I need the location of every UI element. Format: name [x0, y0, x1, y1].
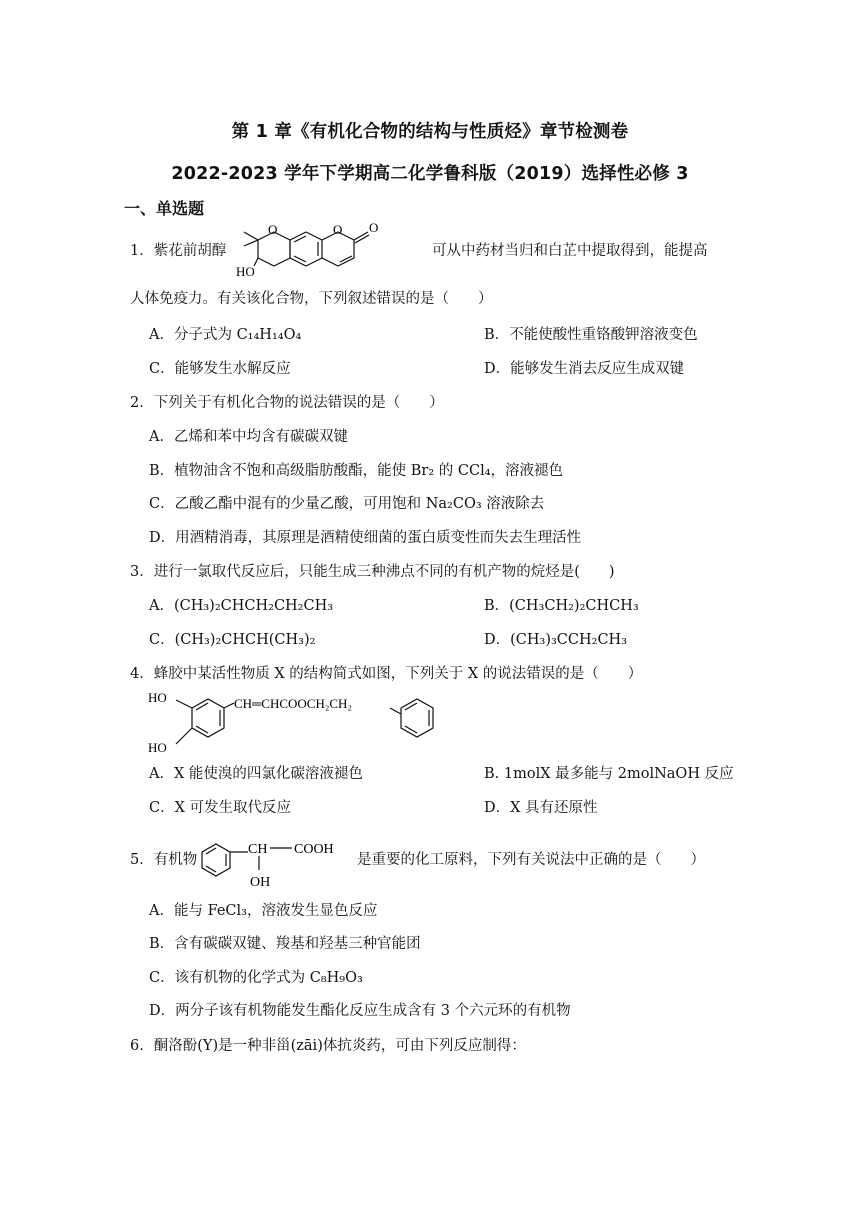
q1-hydroxyl-label: HO [236, 264, 255, 279]
q4-option-a: A．X 能使溴的四氯化碳溶液褪色 [149, 766, 363, 782]
q4-stem: 4．蜂胶中某活性物质 X 的结构简式如图，下列关于 X 的说法错误的是（ ） [130, 666, 643, 682]
q1-stem-middle: 可从中药材当归和白芷中提取得到，能提高 [432, 243, 708, 259]
q3-option-b: B．(CH₃CH₂)₂CHCH₃ [484, 598, 639, 614]
q1-structure-image [228, 218, 418, 280]
q4-hydroxyl-top: HO [148, 690, 167, 705]
q4-option-c: C．X 可发生取代反应 [149, 800, 292, 816]
q1-ring-oxygen-2: O [333, 222, 343, 237]
q2-option-a: A．乙烯和苯中均含有碳碳双键 [149, 429, 348, 445]
q4-hydroxyl-bottom: HO [148, 740, 167, 755]
q5-structure-image [196, 830, 356, 890]
q3-option-d: D．(CH₃)₃CCH₂CH₃ [484, 632, 628, 648]
q5-oh-label: OH [250, 875, 271, 890]
q1-option-d: D．能够发生消去反应生成双键 [484, 361, 685, 377]
q5-option-c: C．该有机物的化学式为 C₈H₉O₃ [149, 970, 363, 986]
q3-option-a: A．(CH₃)₂CHCH₂CH₂CH₃ [149, 598, 334, 614]
q2-option-b: B．植物油含不饱和高级脂肪酸酯，能使 Br₂ 的 CCl₄，溶液褪色 [149, 463, 564, 479]
q3-stem: 3．进行一氯取代反应后，只能生成三种沸点不同的有机产物的烷烃是( ) [130, 564, 615, 580]
q2-option-d: D．用酒精消毒，其原理是酒精使细菌的蛋白质变性而失去生理活性 [149, 530, 582, 546]
q5-option-a: A．能与 FeCl₃，溶液发生显色反应 [149, 903, 378, 919]
q1-stem-start: 1．紫花前胡醇 [130, 243, 227, 259]
exam-title: 第 1 章《有机化合物的结构与性质烃》章节检测卷 [231, 122, 629, 142]
q1-carbonyl-oxygen: O [369, 220, 379, 235]
q5-cooh-label: COOH [294, 842, 334, 857]
q4-side-chain: CH═CHCOOCH₂CH₂ [234, 696, 352, 711]
q5-stem-end: 是重要的化工原料，下列有关说法中正确的是（ ） [357, 852, 705, 868]
q4-structure-image [146, 686, 446, 758]
q5-stem-start: 5．有机物 [130, 852, 198, 868]
exam-subtitle: 2022-2023 学年下学期高二化学鲁科版（2019）选择性必修 3 [171, 164, 689, 184]
q4-option-b: B. 1molX 最多能与 2molNaOH 反应 [484, 766, 734, 782]
q1-stem-end: 人体免疫力。有关该化合物，下列叙述错误的是（ ） [130, 291, 493, 307]
q4-option-d: D．X 具有还原性 [484, 800, 598, 816]
q1-option-a: A．分子式为 C₁₄H₁₄O₄ [149, 327, 302, 343]
q6-stem: 6．酮洛酚(Y)是一种非甾(zāi)体抗炎药，可由下列反应制得： [130, 1038, 526, 1054]
q2-option-c: C．乙酸乙酯中混有的少量乙酸，可用饱和 Na₂CO₃ 溶液除去 [149, 496, 545, 512]
q5-ch-label: CH [248, 842, 268, 857]
q3-option-c: C．(CH₃)₂CHCH(CH₃)₂ [149, 632, 316, 648]
q1-option-c: C．能够发生水解反应 [149, 361, 291, 377]
section-heading: 一、单选题 [124, 199, 205, 218]
q5-option-b: B．含有碳碳双键、羧基和羟基三种官能团 [149, 936, 421, 952]
q1-option-b: B．不能使酸性重铬酸钾溶液变色 [484, 327, 698, 343]
q2-stem: 2．下列关于有机化合物的说法错误的是（ ） [130, 395, 444, 411]
q1-ring-oxygen-1: O [268, 222, 278, 237]
q5-option-d: D．两分子该有机物能发生酯化反应生成含有 3 个六元环的有机物 [149, 1003, 571, 1019]
